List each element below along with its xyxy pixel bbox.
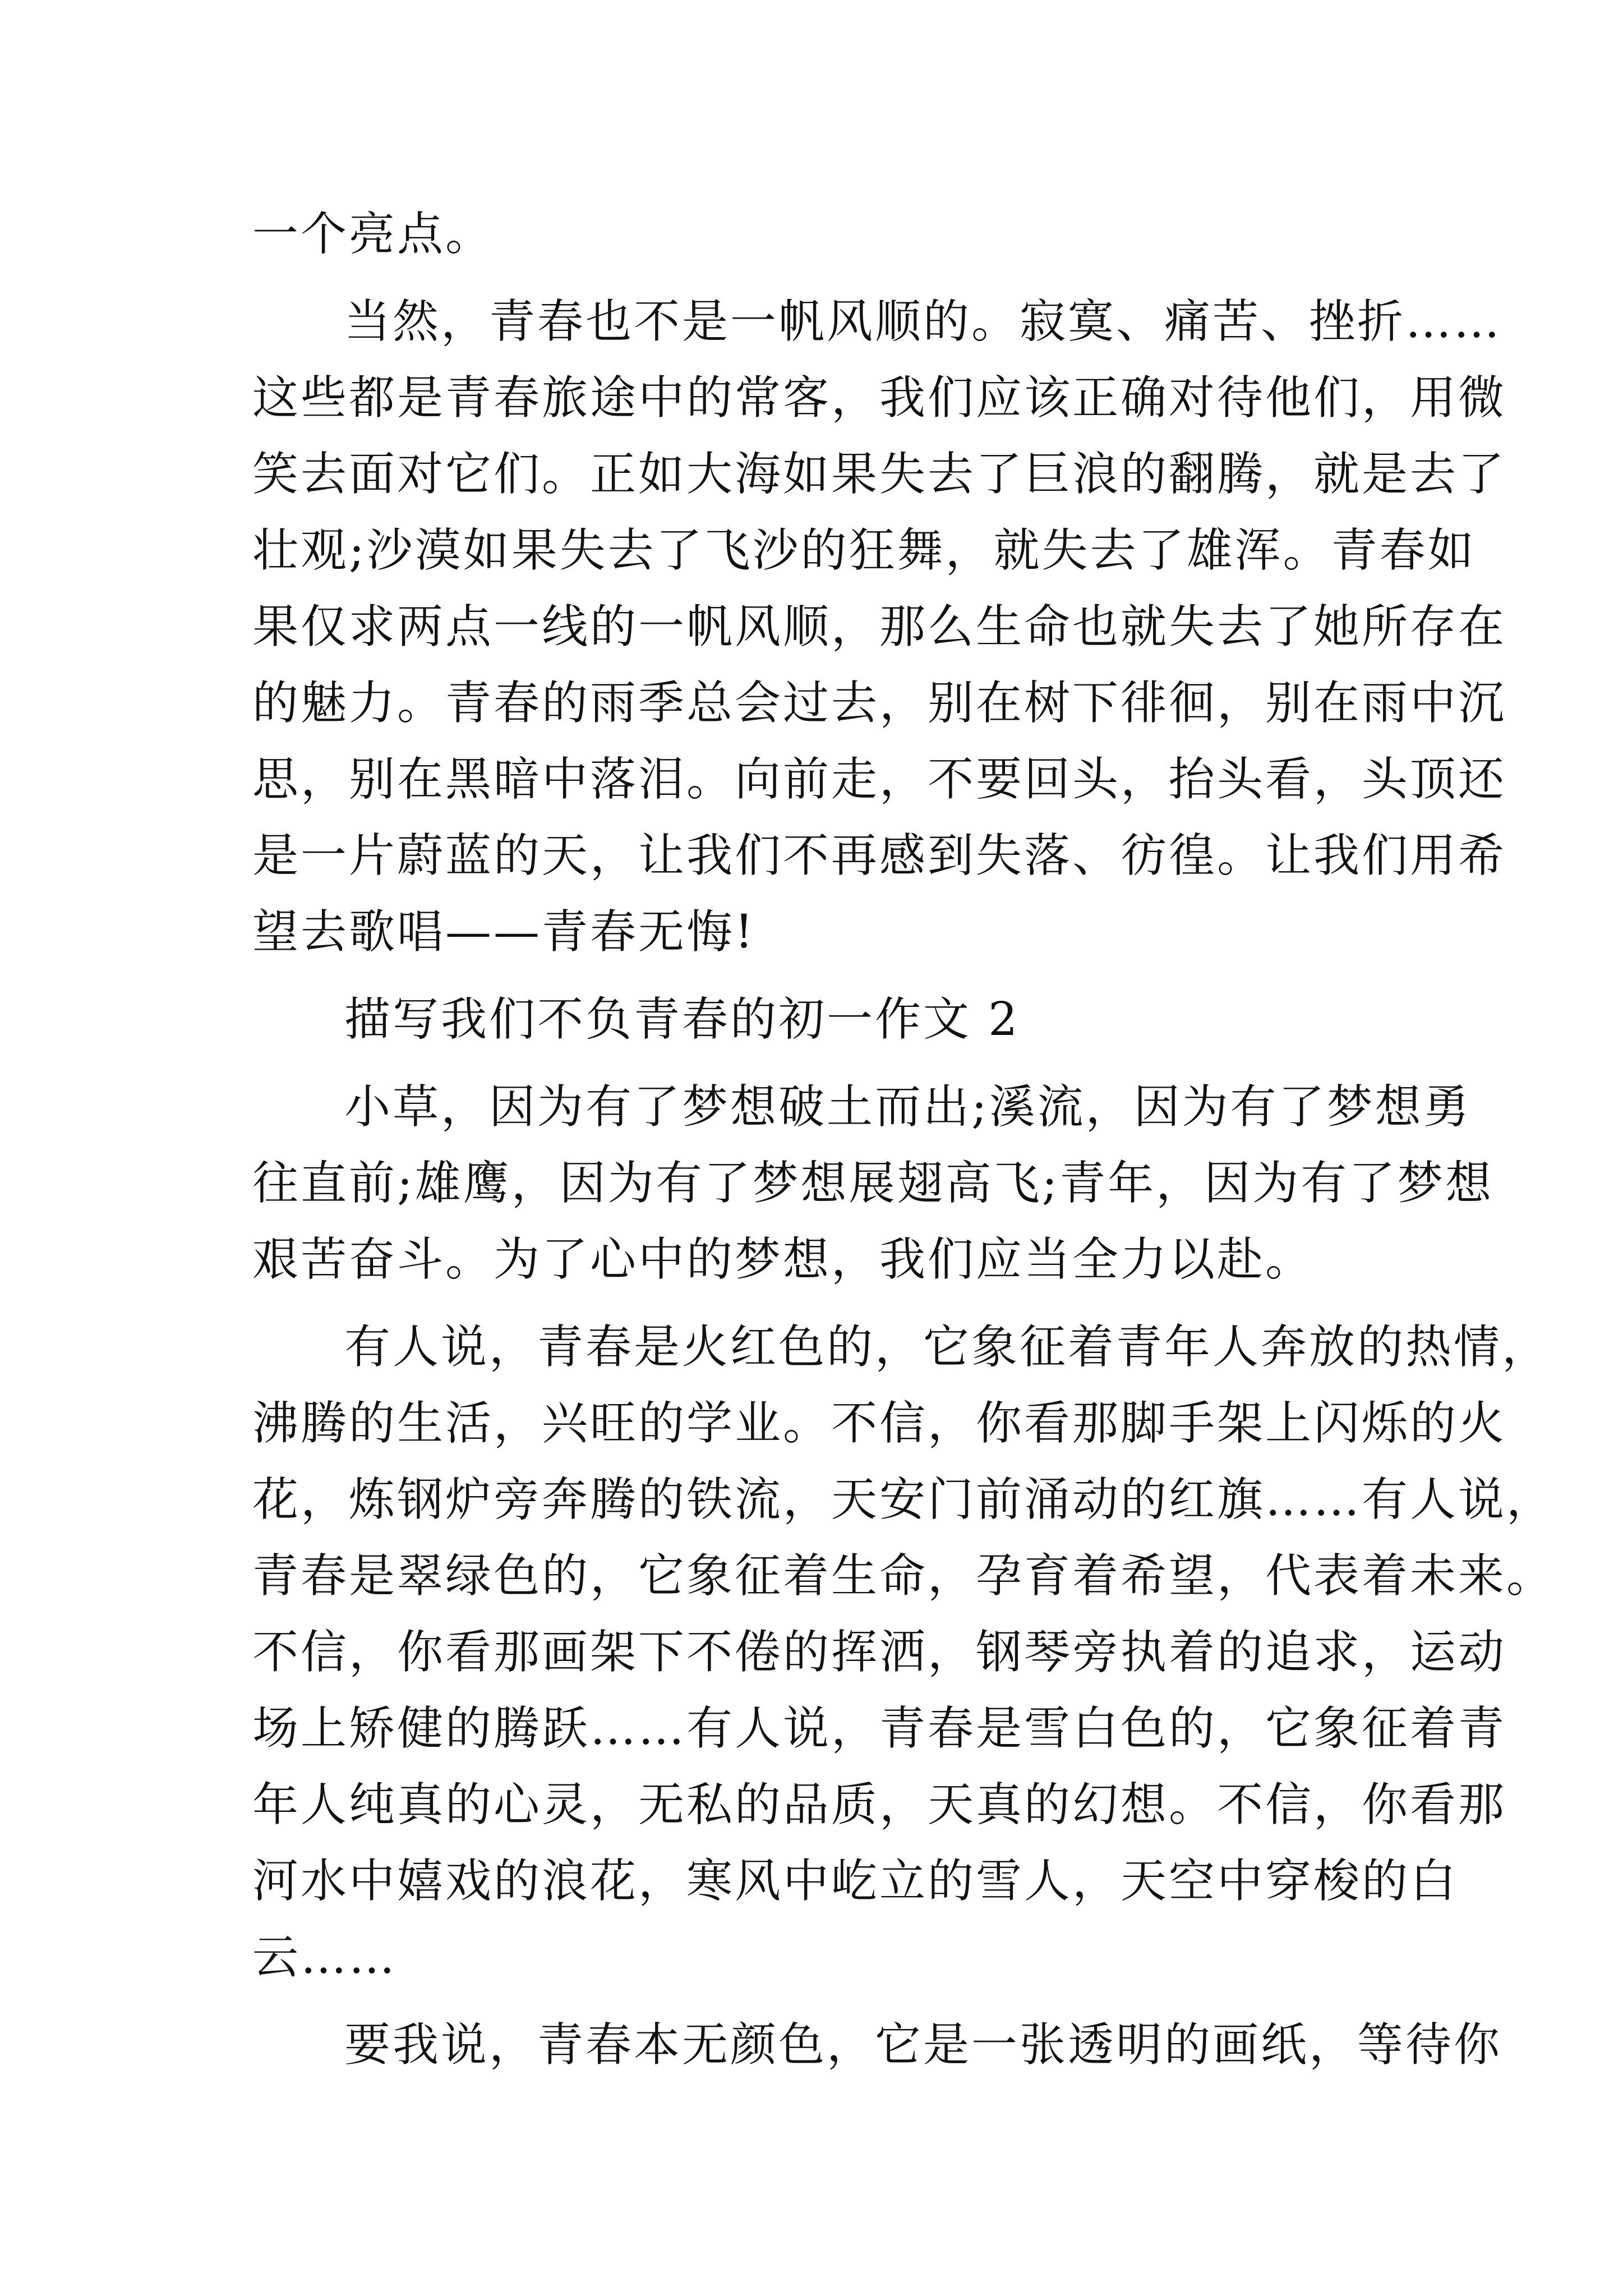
text-line: 艰苦奋斗。为了心中的梦想，我们应当全力以赴。 — [252, 1233, 1314, 1286]
text-line: 这些都是青春旅途中的常客，我们应该正确对待他们，用微 — [252, 371, 1507, 425]
paragraph-start-line: 要我说，青春本无颜色，它是一张透明的画纸，等待你 — [344, 2018, 1502, 2072]
paragraph-start-line: 小草，因为有了梦想破土而出;溪流，因为有了梦想勇 — [344, 1080, 1472, 1134]
paragraph-start-line: 有人说，青春是火红色的，它象征着青年人奔放的热情， — [344, 1320, 1551, 1374]
text-line: 笑去面对它们。正如大海如果失去了巨浪的翻腾，就是去了 — [252, 448, 1507, 501]
text-line: 不信，你看那画架下不倦的挥洒，钢琴旁执着的追求，运动 — [252, 1626, 1507, 1679]
text-line: 果仅求两点一线的一帆风顺，那么生命也就失去了她所存在 — [252, 600, 1507, 654]
text-line: 的魅力。青春的雨季总会过去，别在树下徘徊，别在雨中沉 — [252, 677, 1507, 730]
text-line: 思，别在黑暗中落泪。向前走，不要回头，抬头看，头顶还 — [252, 753, 1507, 806]
text-line: 壮观;沙漠如果失去了飞沙的狂舞，就失去了雄浑。青春如 — [252, 524, 1476, 577]
document-body — [252, 196, 1555, 2083]
text-line: 是一片蔚蓝的天，让我们不再感到失落、彷徨。让我们用希 — [252, 829, 1507, 882]
text-line: 云…… — [252, 1931, 397, 1984]
section-heading: 描写我们不负青春的初一作文 2 — [344, 993, 1020, 1046]
text-line: 往直前;雄鹰，因为有了梦想展翅高飞;青年，因为有了梦想 — [252, 1157, 1494, 1210]
text-line: 一个亮点。 — [252, 208, 494, 261]
text-line: 年人纯真的心灵，无私的品质，天真的幻想。不信，你看那 — [252, 1778, 1507, 1832]
text-line: 望去歌唱——青春无悔! — [252, 905, 755, 959]
text-line: 河水中嬉戏的浪花，寒风中屹立的雪人，天空中穿梭的白 — [252, 1855, 1459, 1908]
paragraph-start-line: 当然，青春也不是一帆风顺的。寂寞、痛苦、挫折…… — [344, 295, 1502, 348]
text-line: 花，炼钢炉旁奔腾的铁流，天安门前涌动的红旗……有人说， — [252, 1473, 1555, 1526]
text-line: 沸腾的生活，兴旺的学业。不信，你看那脚手架上闪烁的火 — [252, 1397, 1507, 1450]
text-line: 场上矫健的腾跃……有人说，青春是雪白色的，它象征着青 — [252, 1702, 1507, 1755]
text-line: 青春是翠绿色的，它象征着生命，孕育着希望，代表着未来。 — [252, 1549, 1555, 1603]
